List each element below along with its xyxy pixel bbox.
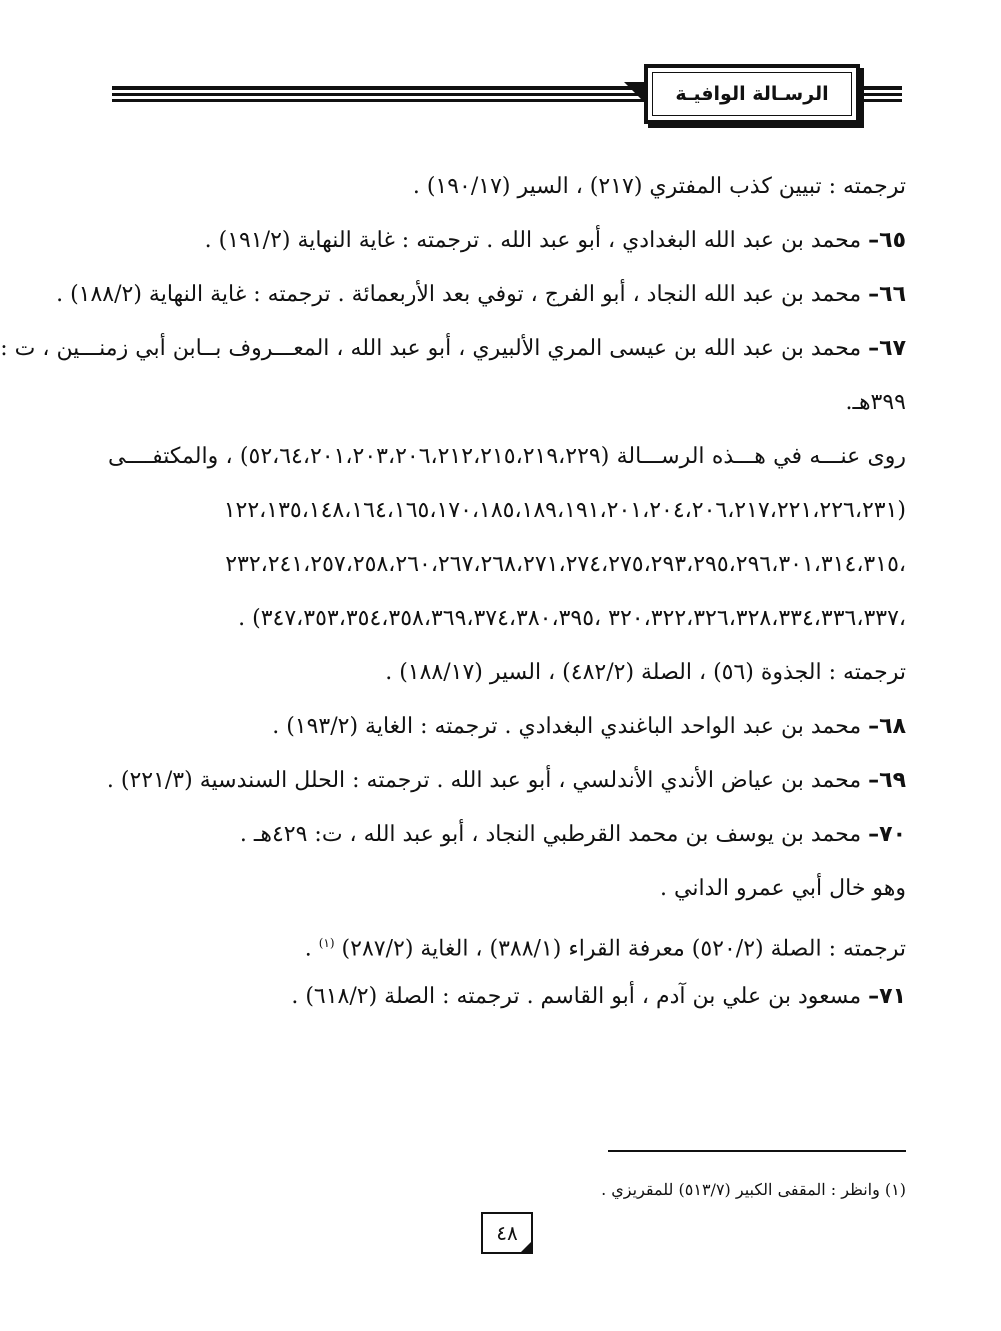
header-ornament (624, 82, 646, 104)
line-text: محمد بن عبد الله البغدادي ، أبو عبد الله . ترجمته : غاية النهاية (١٩١/٢) . (204, 228, 862, 253)
entry-number: ٦٨– (868, 714, 906, 739)
header-title-box (644, 64, 860, 124)
entry-number: ٦٧– (868, 336, 906, 361)
line-text: ٣٩٩هـ. (845, 390, 906, 415)
footnote-separator (608, 1150, 906, 1152)
text-line (108, 376, 906, 430)
line-text: محمد بن عبد الله بن عيسى المري الألبيري ، أبو عبد الله ، المعـــروف بــابن أبي زمنـــين ، ت : (0, 336, 862, 361)
book-title: الرسـالة الوافيـة (675, 83, 829, 105)
line-text: محمد بن عبد الواحد الباغندي البغدادي . ترجمته : الغاية (١٩٣/٢) . (272, 714, 862, 739)
line-text: ترجمته : الجذوة (٥٦) ، الصلة (٤٨٢/٢) ، السير (١٨٨/١٧) . (385, 660, 906, 685)
footnote: (١) وانظر : المقفى الكبير (٥١٣/٧) للمقريزي . (601, 1180, 906, 1199)
text-line (108, 646, 906, 700)
text-line (108, 592, 906, 646)
line-text: ترجمته : الصلة (٥٢٠/٢) معرفة القراء (٣٨٨/١) ، الغاية (٢٨٧/٢) (341, 936, 906, 962)
footnote-marker[interactable]: (١) (318, 936, 335, 950)
text-line (108, 862, 906, 916)
entry-line (108, 808, 906, 862)
entry-number: ٦٥– (868, 228, 906, 253)
running-header (112, 62, 902, 132)
entry-line (0, 322, 906, 376)
entry-line (56, 268, 906, 322)
line-text: مسعود بن علي بن آدم ، أبو القاسم . ترجمته : الصلة (٦١٨/٢) . (291, 984, 862, 1009)
text-line (108, 160, 906, 214)
entry-number: ٦٩– (868, 768, 906, 793)
entry-number: ٧٠– (868, 822, 906, 847)
entry-line (108, 214, 906, 268)
entry-number: ٦٦– (868, 282, 906, 307)
line-text: ترجمته : تبيين كذب المفتري (٢١٧) ، السير (١٩٠/١٧) . (412, 174, 906, 199)
page-number: ٤٨ (481, 1212, 533, 1254)
page-body (0, 160, 906, 1024)
line-text: محمد بن يوسف بن محمد القرطبي النجاد ، أبو عبد الله ، ت: ٤٢٩هـ . (239, 822, 862, 847)
entry-line (108, 700, 906, 754)
line-text: ،٣٢٠،٣٢٢،٣٢٦،٣٢٨،٣٣٤،٣٣٦،٣٣٧ ،٣٤٧،٣٥٣،٣٥٤،٣٥٨،٣٦٩،٣٧٤،٣٨٠،٣٩٥) . (238, 606, 906, 631)
entry-number: ٧١– (868, 984, 906, 1009)
text-line (108, 916, 906, 970)
entry-line (108, 970, 906, 1024)
text-line (108, 430, 906, 484)
line-text: روى عنـــه في هـــذه الرســـالة (٥٢،٦٤،٢٠١،٢٠٣،٢٠٦،٢١٢،٢١٥،٢١٩،٢٢٩) ، والمكتفــــى (108, 444, 906, 469)
text-line (108, 538, 906, 592)
entry-line (108, 754, 906, 808)
line-text: محمد بن عبد الله النجاد ، أبو الفرج ، توفي بعد الأربعمائة . ترجمته : غاية النهاية (١٨٨/٢) . (56, 282, 862, 307)
line-text: وهو خال أبي عمرو الداني . (660, 876, 906, 901)
text-line (108, 484, 906, 538)
line-text: محمد بن عياض الأندي الأندلسي ، أبو عبد الله . ترجمته : الحلل السندسية (٢٢١/٣) . (106, 768, 862, 793)
line-text: (١٢٢،١٣٥،١٤٨،١٦٤،١٦٥،١٧٠،١٨٥،١٨٩،١٩١،٢٠١،٢٠٤،٢٠٦،٢١٧،٢٢١،٢٢٦،٢٣١ (223, 498, 906, 523)
line-tail: . (304, 936, 319, 962)
line-text: ،٢٣٢،٢٤١،٢٥٧،٢٥٨،٢٦٠،٢٦٧،٢٦٨،٢٧١،٢٧٤،٢٧٥،٢٩٣،٢٩٥،٢٩٦،٣٠١،٣١٤،٣١٥ (225, 552, 906, 577)
